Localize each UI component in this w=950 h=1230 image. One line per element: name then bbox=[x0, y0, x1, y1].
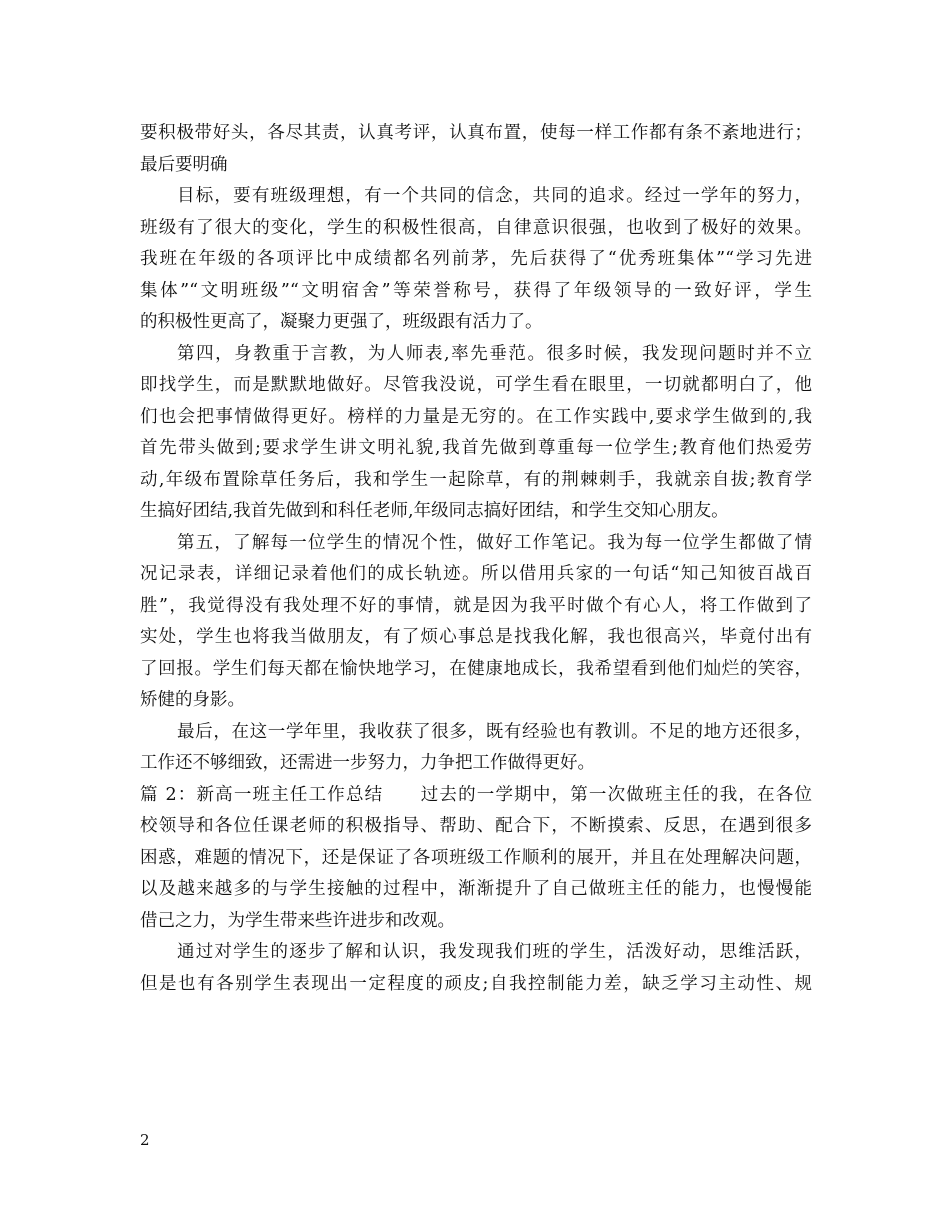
text-line: 班级有了很大的变化，学生的积极性很高，自律意识很强，也收到了极好的效果。 bbox=[140, 217, 812, 238]
paragraph-start-line: 第四，身教重于言教，为人师表,率先垂范。很多时候，我发现问题时并不立 bbox=[177, 343, 812, 364]
text-line: 们也会把事情做得更好。榜样的力量是无穷的。在工作实践中,要求学生做到的,我 bbox=[140, 406, 812, 427]
text-line: 但是也有各别学生表现出一定程度的顽皮;自我控制能力差，缺乏学习主动性、规 bbox=[140, 973, 812, 994]
text-line: 校领导和各位任课老师的积极指导、帮助、配合下，不断摸索、反思，在遇到很多 bbox=[140, 816, 812, 836]
text-line: 的积极性更高了，凝聚力更强了，班级跟有活力了。 bbox=[140, 312, 543, 332]
text-line: 首先带头做到;要求学生讲文明礼貌,我首先做到尊重每一位学生;教育他们热爱劳 bbox=[140, 438, 812, 458]
text-line: 要积极带好头，各尽其责，认真考评，认真布置，使每一样工作都有条不紊地进行； bbox=[140, 123, 812, 143]
text-line: 了回报。学生们每天都在愉快地学习，在健康地成长，我希望看到他们灿烂的笑容， bbox=[140, 658, 812, 679]
text-line: 以及越来越多的与学生接触的过程中，渐渐提升了自己做班主任的能力，也慢慢能 bbox=[140, 879, 812, 899]
text-line: 我班在年级的各项评比中成绩都名列前茅，先后获得了“优秀班集体”“学习先进 bbox=[140, 249, 812, 269]
paragraph-start-line: 目标，要有班级理想，有一个共同的信念，共同的追求。经过一学年的努力， bbox=[177, 186, 812, 206]
text-line: 况记录表，详细记录着他们的成长轨迹。所以借用兵家的一句话“知己知彼百战百 bbox=[140, 564, 812, 584]
document-body bbox=[140, 118, 812, 1000]
text-line: 最后要明确 bbox=[140, 154, 228, 175]
text-line: 动,年级布置除草任务后，我和学生一起除草，有的荆棘刺手，我就亲自拔;教育学 bbox=[140, 469, 812, 490]
paragraph-start-line: 第五，了解每一位学生的情况个性，做好工作笔记。我为每一位学生都做了情 bbox=[177, 532, 812, 553]
text-line: 胜”，我觉得没有我处理不好的事情，就是因为我平时做个有心人，将工作做到了 bbox=[140, 595, 812, 616]
text-line: 矫健的身影。 bbox=[140, 690, 245, 710]
text-line: 即找学生，而是默默地做好。尽管我没说，可学生看在眼里，一切就都明白了，他 bbox=[140, 375, 812, 395]
section-heading-line: 篇 2：新高一班主任工作总结 过去的一学期中，第一次做班主任的我，在各位 bbox=[140, 784, 812, 805]
page-number: 2 bbox=[140, 1131, 150, 1149]
text-line: 工作还不够细致，还需进一步努力，力争把工作做得更好。 bbox=[140, 753, 595, 773]
text-line: 集体”“文明班级”“文明宿舍”等荣誉称号，获得了年级领导的一致好评，学生 bbox=[140, 280, 812, 301]
text-line: 困惑，难题的情况下，还是保证了各项班级工作顺利的展开，并且在处理解决问题， bbox=[140, 847, 812, 868]
text-line: 借己之力，为学生带来些许进步和改观。 bbox=[140, 910, 455, 931]
text-line: 实处，学生也将我当做朋友，有了烦心事总是找我化解，我也很高兴，毕竟付出有 bbox=[140, 627, 812, 647]
paragraph-start-line: 通过对学生的逐步了解和认识，我发现我们班的学生，活泼好动，思维活跃， bbox=[177, 942, 812, 962]
text-line: 生搞好团结,我首先做到和科任老师,年级同志搞好团结，和学生交知心朋友。 bbox=[140, 501, 729, 521]
paragraph-start-line: 最后，在这一学年里，我收获了很多，既有经验也有教训。不足的地方还很多， bbox=[177, 721, 812, 742]
